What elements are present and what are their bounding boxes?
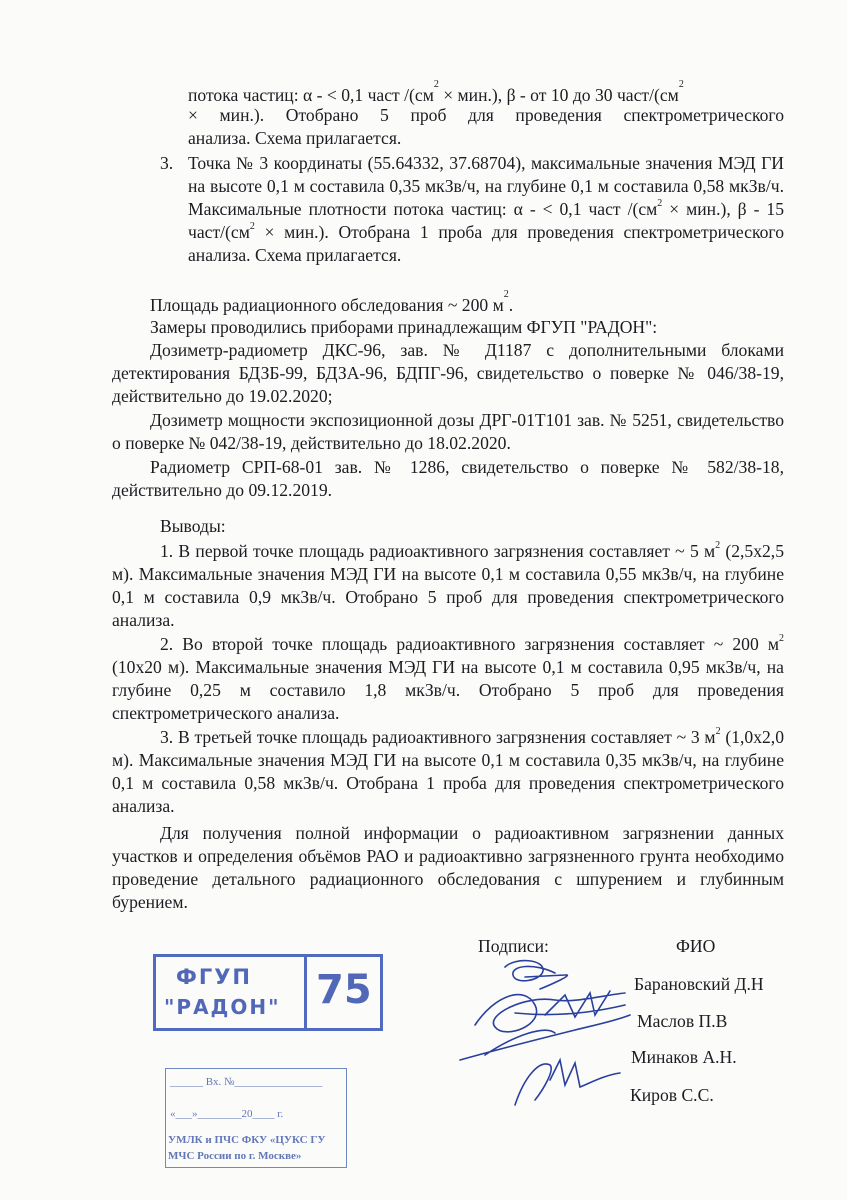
conclusion-3: 3. В третьей точке площадь радиоактивного загрязнения составляет ~ 3 $м^2$ (1,0х2,0 м). Максимальные значения МЭД ГИ на высоте 0,1 м составила 0,35 мкЗв/ч, на глубине 0,1 м составила 0,58 мкЗв/ч. Отобрана 1 проба для проведения спектрометрического анализа. <box>112 726 784 816</box>
point2-cont-line3: анализа. Схема прилагается. <box>188 128 402 148</box>
point2-cont-line1: потока частиц: α - < 0,1 част $/(см^2 \times мин.)$, β - от 10 до 30 част/($см^2$ <box>188 79 684 105</box>
signer-name-4: Киров С.С. <box>630 1085 714 1105</box>
instrument-3: Радиометр СРП-68-01 зав. № 1286, свидетельство о поверке № 582/38-18, действительно до 09.12.2019. <box>112 457 784 500</box>
signer-name-3: Минаков А.Н. <box>631 1047 737 1067</box>
incoming-stamp-line4: МЧС России по г. Москве» <box>168 1150 302 1162</box>
radon-stamp-number: 75 <box>316 967 372 1013</box>
point3-number: 3. <box>160 153 174 173</box>
instruments-intro: Замеры проводились приборами принадлежащим ФГУП "РАДОН": <box>150 317 658 337</box>
point3-text: Точка № 3 координаты (55.64332, 37.68704), максимальные значения МЭД ГИ на высоте 0,1 м составила 0,35 мкЗв/ч, на глубине 0,1 м составила 0,58 мкЗв/ч. Максимальные плотности потока частиц: α - < 0,1 част $/(см^2 \times мин.)$, β - 15 част/$(см^2 \times мин.)$. Отобрана 1 проба для проведения спектрометрического анализа. Схема прилагается. <box>188 153 784 265</box>
handwritten-signatures <box>455 955 635 1115</box>
radon-stamp-line2: "РАДОН" <box>164 995 281 1019</box>
signature-4 <box>515 1060 620 1105</box>
survey-area: Площадь радиационного обследования ~ 200 $м^2$. <box>150 289 514 315</box>
signature-1 <box>505 961 567 989</box>
incoming-stamp-line2: «___»________20____ г. <box>170 1108 284 1120</box>
conclusions-title: Выводы: <box>160 516 226 536</box>
point2-cont-line2: × мин.). Отобрано 5 проб для проведения спектрометрического <box>188 105 784 125</box>
signature-3 <box>460 1015 630 1060</box>
final-paragraph: Для получения полной информации о радиоактивном загрязнении данных участков и определения объёмов РАО и радиоактивно загрязненного грунта необходимо проведение детального радиационного обследования с шпурением и глубинным бурением. <box>112 823 784 912</box>
incoming-stamp-line1: ______ Вх. №________________ <box>170 1076 323 1088</box>
radon-stamp-line1: ФГУП <box>176 965 252 989</box>
signer-name-2: Маслов П.В <box>637 1011 728 1031</box>
radon-stamp <box>153 954 383 1031</box>
names-header: ФИО <box>676 936 716 956</box>
conclusion-2: 2. Во второй точке площадь радиоактивного загрязнения составляет ~ 200 $м^2$ (10х20 м). Максимальные значения МЭД ГИ на высоте 0,1 м составила 0,95 мкЗв/ч, на глубине 0,25 м составило 1,8 мкЗв/ч. Отобрано 5 проб для проведения спектрометрического анализа. <box>112 633 784 723</box>
incoming-stamp <box>165 1068 347 1168</box>
instrument-2: Дозиметр мощности экспозиционной дозы ДРГ-01Т101 зав. № 5251, свидетельство о поверке № 042/38-19, действительно до 18.02.2020. <box>112 410 784 453</box>
signature-2 <box>475 991 625 1032</box>
instrument-1: Дозиметр-радиометр ДКС-96, зав. № Д1187 с дополнительными блоками детектирования БДЗБ-99, БДЗА-96, БДПГ-96, свидетельство о поверке № 046/38-19, действительно до 19.02.2020; <box>112 340 784 406</box>
signatures-header: Подписи: <box>478 936 549 956</box>
signer-name-1: Барановский Д.Н <box>634 974 764 994</box>
conclusion-1: 1. В первой точке площадь радиоактивного загрязнения составляет ~ 5 $м^2$ (2,5х2,5 м). Максимальные значения МЭД ГИ на высоте 0,1 м составила 0,55 мкЗв/ч, на глубине 0,1 м составила 0,9 мкЗв/ч. Отобрано 5 проб для проведения спектрометрического анализа. <box>112 540 784 630</box>
incoming-stamp-line3: УМЛК и ПЧС ФКУ «ЦУКС ГУ <box>168 1134 326 1146</box>
